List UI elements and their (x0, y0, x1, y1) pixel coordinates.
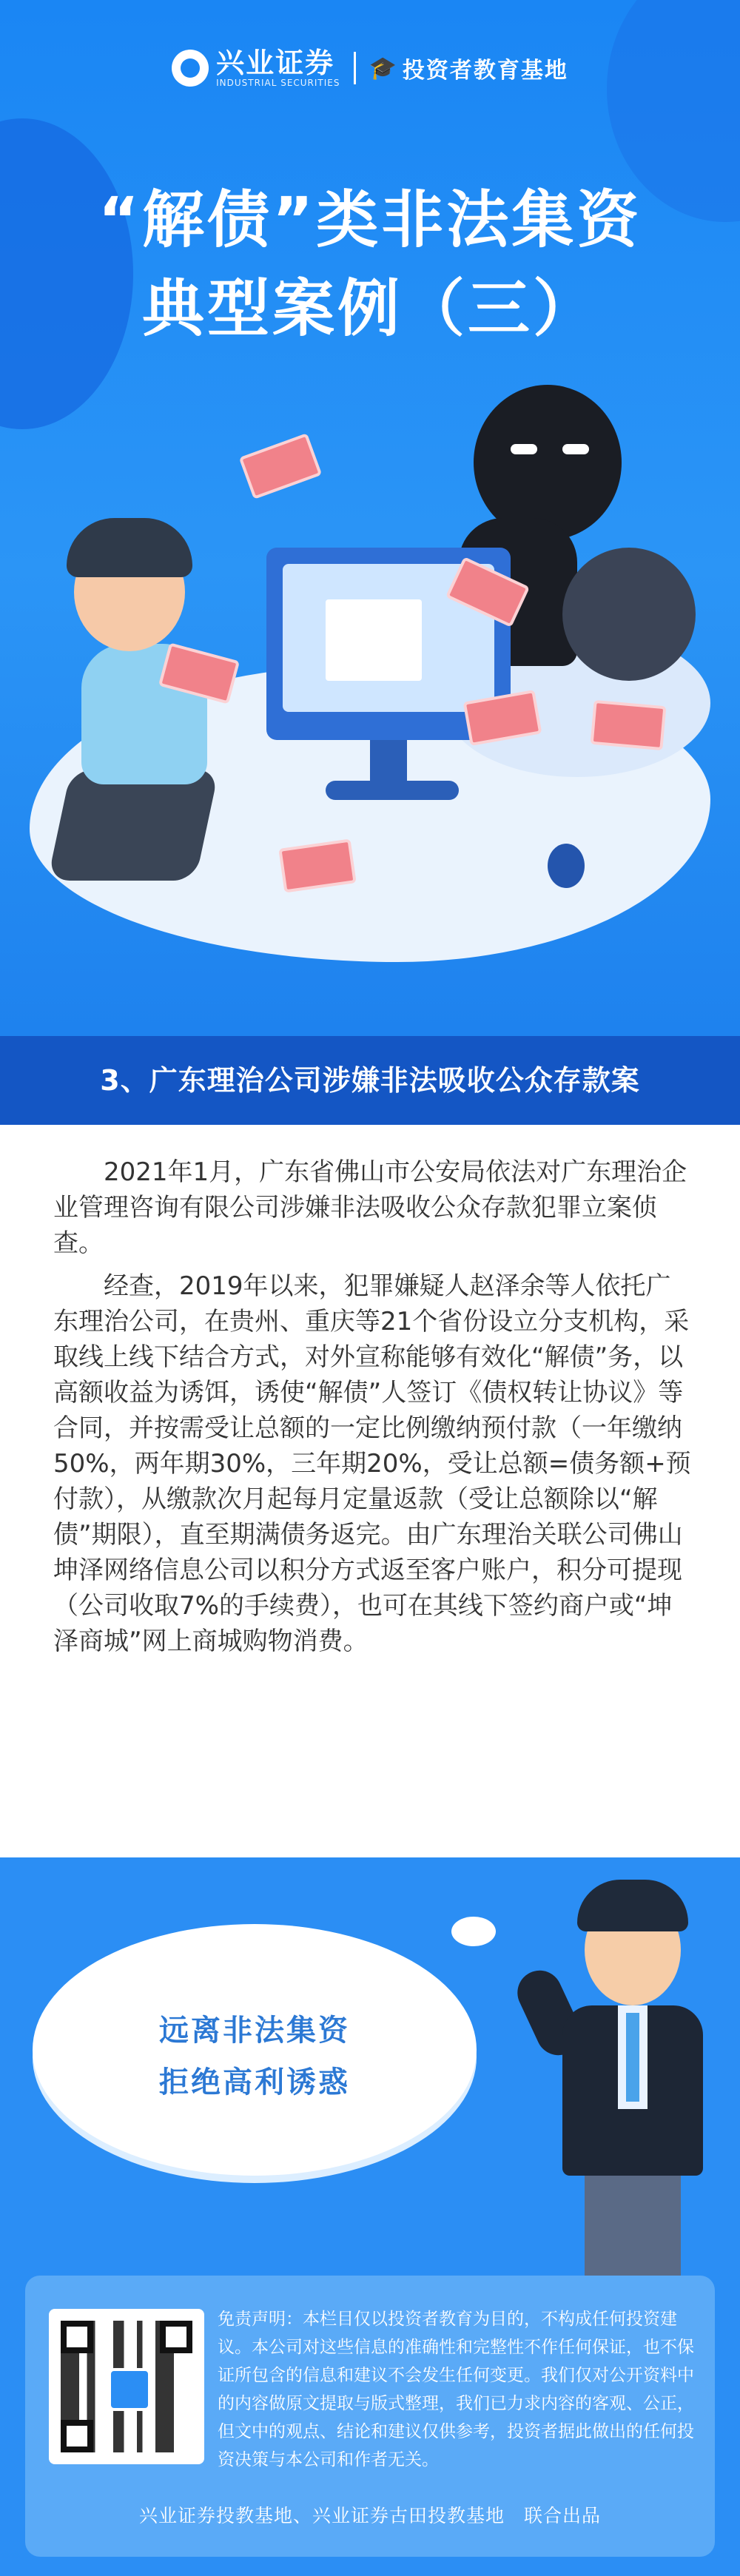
hero-banner (0, 0, 740, 1036)
boy-hair (67, 518, 192, 577)
qr-finder (61, 2420, 93, 2452)
disclaimer-text: 免责声明：本栏目仅以投资者教育为目的，不构成任何投资建议。本公司对这些信息的准确性和完整性不作任何保证，也不保证所包含的信息和建议不会发生任何变更。我们仅对公开资料中的内容做原文提取与版式整理，我们已力求内容的客观、公正，但文中的观点、结论和建议仅供参考，投资者据此做出的任何投资决策与本公司和作者无关。 (218, 2310, 694, 2469)
footer-credit: 兴业证券投教基地、兴业证券古田投教基地 联合出品 (138, 2505, 601, 2526)
brand-name: 兴业证券 (216, 47, 335, 79)
page-title-line2: 典型案例（三） (141, 272, 598, 345)
thief-eye-icon (562, 444, 589, 454)
money-bag-icon (562, 548, 696, 681)
speech-cloud (33, 1924, 477, 2176)
swirl-logo-icon (172, 50, 209, 87)
logo-row (0, 46, 740, 90)
cash-icon (591, 700, 667, 750)
brand (216, 48, 340, 88)
cash-icon (239, 433, 323, 500)
man-tie (626, 2013, 639, 2102)
mouse-icon (548, 844, 585, 888)
speech-cloud-tail (451, 1917, 496, 1946)
boy-legs (47, 770, 219, 881)
qr-code-icon[interactable] (49, 2309, 204, 2464)
page-title-line1: “解债”类非法集资 (98, 184, 642, 256)
monitor-stand (370, 740, 407, 784)
monitor-base (326, 781, 459, 800)
edu-base-label: 投资者教育基地 (402, 58, 568, 84)
slogan-line2: 拒绝高利诱惑 (159, 2065, 350, 2099)
graduation-cap-icon: 🎓 (369, 55, 397, 81)
qr-finder (160, 2321, 192, 2353)
contract-paper-icon (326, 599, 422, 681)
thief-eye-icon (511, 444, 537, 454)
thief-head-icon (474, 385, 622, 540)
case-title: 3、广东理治公司涉嫌非法吸收公众存款案 (100, 1064, 640, 1097)
logo-divider (354, 52, 356, 84)
case-paragraph-1: 2021年1月，广东省佛山市公安局依法对广东理治企业管理咨询有限公司涉嫌非法吸收公众存款犯罪立案侦查。 (53, 1157, 687, 1258)
slogan-line1: 远离非法集资 (159, 2014, 350, 2048)
qr-center-logo (108, 2368, 151, 2411)
brand-english: INDUSTRIAL SECURITIES (216, 78, 340, 88)
case-paragraph-2: 经查，2019年以来，犯罪嫌疑人赵泽余等人依托广东理治公司，在贵州、重庆等21个省份设立分支机构，采取线上线下结合方式，对外宣称能够有效化“解债”务，以高额收益为诱饵，诱使“解债”人签订《债权转让协议》等合同，并按需受让总额的一定比例缴纳预付款（一年缴纳50%，两年期30%，三年期20%，受让总额=债务额+预付款），从缴款次月起每月定量返款（受让总额除以“解债”期限），直至期满债务返完。由广东理治关联公司佛山坤泽网络信息公司以积分方式返至客户账户，积分可提现（公司收取7%的手续费），也可在其线下签约商户或“坤泽商城”网上商城购物消费。 (53, 1271, 691, 1656)
qr-finder (61, 2321, 93, 2353)
